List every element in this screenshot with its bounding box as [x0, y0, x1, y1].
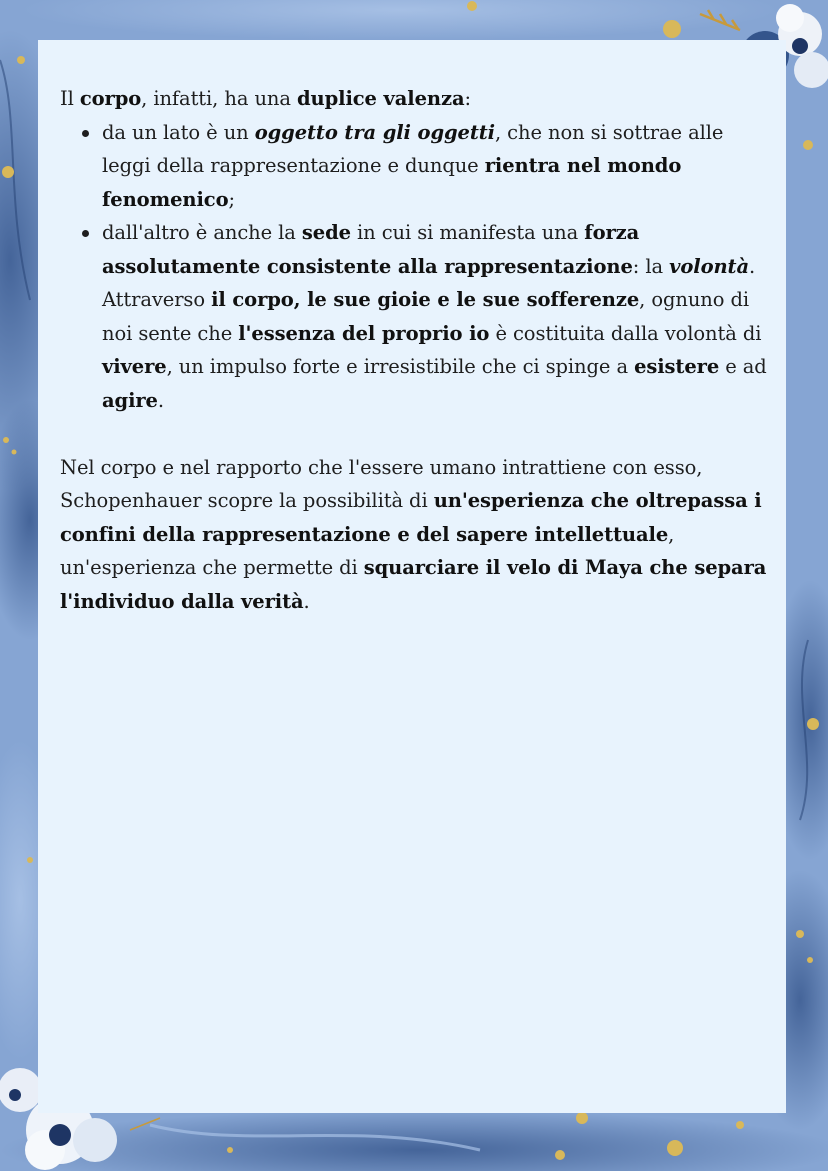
text: Il	[60, 87, 80, 110]
list-item	[102, 116, 772, 217]
text: è costituita dalla volontà di	[489, 321, 762, 345]
bold-italic-text: oggetto tra gli oggetti	[254, 120, 495, 144]
text: :	[464, 87, 471, 110]
bold-text: l'essenza del proprio io	[238, 321, 490, 345]
bold-text: vivere	[102, 355, 167, 378]
bold-text: un'esperienza che oltrepassa i confini della rappresentazione e del sapere intellettuale	[60, 489, 762, 546]
text: da un lato è un	[102, 120, 255, 144]
intro-paragraph	[60, 82, 772, 116]
text: , che non si sottrae alle leggi della rappresentazione e dunque	[102, 120, 724, 177]
bold-text: rientra nel mondo fenomenico	[102, 154, 682, 211]
bold-text: corpo	[79, 87, 142, 110]
text: , un'esperienza che permette di	[60, 522, 675, 579]
text: ;	[228, 187, 235, 211]
bold-text: sede	[301, 221, 351, 244]
text: .	[303, 589, 310, 613]
text: in cui si manifesta una	[350, 221, 585, 244]
text: , infatti, ha una	[141, 87, 298, 110]
text: . Attraverso	[102, 254, 756, 311]
text: : la	[632, 254, 670, 278]
text: , ognuno di noi sente che	[102, 288, 749, 345]
list-item	[102, 216, 772, 417]
bold-italic-text: volontà	[669, 254, 749, 278]
closing-paragraph	[60, 451, 772, 619]
bullet-list	[60, 116, 772, 418]
text: Nel corpo e nel rapporto che l'essere umano intrattiene con esso, Schopenhauer scopre la possibilità di	[60, 455, 703, 512]
spacer	[60, 417, 772, 451]
text: .	[157, 388, 164, 412]
bold-text: il corpo, le sue gioie e le sue sofferenze	[211, 288, 640, 311]
bold-text: squarciare il velo di Maya che separa l'individuo dalla verità	[60, 556, 767, 613]
bold-text: duplice valenza	[297, 87, 465, 110]
text: e ad	[719, 355, 767, 378]
bold-text: esistere	[634, 355, 720, 378]
bold-text: forza assolutamente consistente alla rappresentazione	[102, 221, 640, 278]
document-page	[38, 40, 786, 1113]
bold-text: agire	[102, 388, 158, 412]
text: dall'altro è anche la	[102, 221, 302, 244]
text: , un impulso forte e irresistibile che ci spinge a	[166, 355, 635, 378]
document-body	[60, 82, 772, 618]
